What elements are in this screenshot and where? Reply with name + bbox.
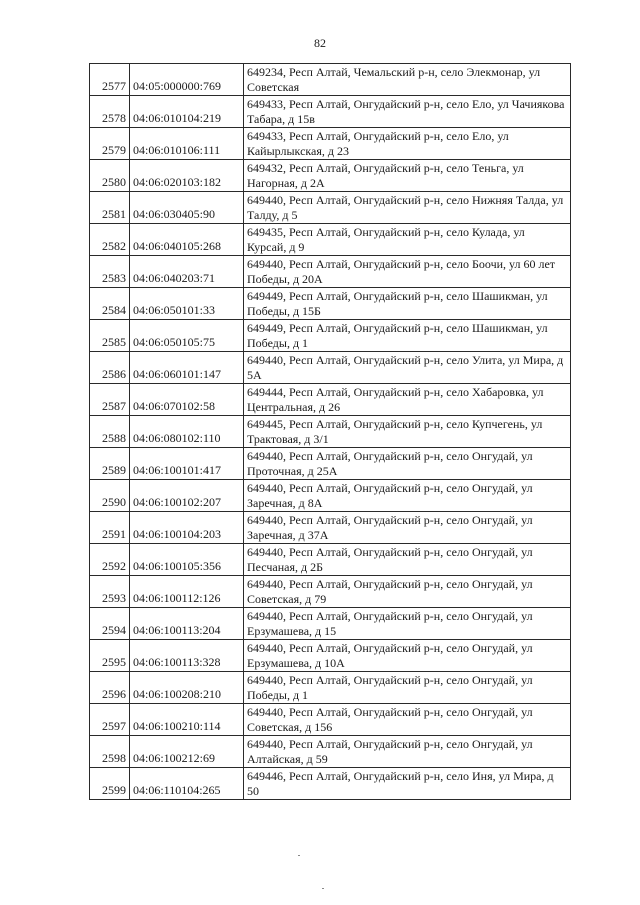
row-number: 2579 — [90, 128, 130, 160]
cadastral-number: 04:06:100113:328 — [130, 640, 244, 672]
property-registry-table — [89, 63, 571, 800]
cadastral-number: 04:06:040105:268 — [130, 224, 244, 256]
row-number: 2583 — [90, 256, 130, 288]
row-number: 2599 — [90, 768, 130, 800]
address-cell: 649440, Респ Алтай, Онгудайский р-н, село Онгудай, ул Ерзумашева, д 10А — [244, 640, 571, 672]
row-number: 2595 — [90, 640, 130, 672]
cadastral-number: 04:05:000000:769 — [130, 64, 244, 96]
table-row — [90, 128, 571, 160]
address-cell: 649440, Респ Алтай, Онгудайский р-н, село Онгудай, ул Победы, д 1 — [244, 672, 571, 704]
row-number: 2578 — [90, 96, 130, 128]
address-cell: 649449, Респ Алтай, Онгудайский р-н, село Шашикман, ул Победы, д 1 — [244, 320, 571, 352]
table-body — [90, 64, 571, 800]
cadastral-number: 04:06:100101:417 — [130, 448, 244, 480]
address-cell: 649440, Респ Алтай, Онгудайский р-н, село Онгудай, ул Ерзумашева, д 15 — [244, 608, 571, 640]
address-cell: 649440, Респ Алтай, Онгудайский р-н, село Онгудай, ул Заречная, д 37А — [244, 512, 571, 544]
cadastral-number: 04:06:040203:71 — [130, 256, 244, 288]
cadastral-number: 04:06:100210:114 — [130, 704, 244, 736]
cadastral-number: 04:06:100102:207 — [130, 480, 244, 512]
row-number: 2582 — [90, 224, 130, 256]
row-number: 2577 — [90, 64, 130, 96]
address-cell: 649440, Респ Алтай, Онгудайский р-н, село Онгудай, ул Советская, д 156 — [244, 704, 571, 736]
cadastral-number: 04:06:030405:90 — [130, 192, 244, 224]
row-number: 2593 — [90, 576, 130, 608]
address-cell: 649435, Респ Алтай, Онгудайский р-н, село Кулада, ул Курсай, д 9 — [244, 224, 571, 256]
cadastral-number: 04:06:100105:356 — [130, 544, 244, 576]
table-row — [90, 544, 571, 576]
cadastral-number: 04:06:100112:126 — [130, 576, 244, 608]
address-cell: 649440, Респ Алтай, Онгудайский р-н, село Боочи, ул 60 лет Победы, д 20А — [244, 256, 571, 288]
address-cell: 649440, Респ Алтай, Онгудайский р-н, село Онгудай, ул Заречная, д 8А — [244, 480, 571, 512]
row-number: 2587 — [90, 384, 130, 416]
cadastral-number: 04:06:080102:110 — [130, 416, 244, 448]
address-cell: 649440, Респ Алтай, Онгудайский р-н, село Улита, ул Мира, д 5А — [244, 352, 571, 384]
table-row — [90, 416, 571, 448]
address-cell: 649440, Респ Алтай, Онгудайский р-н, село Онгудай, ул Песчаная, д 2Б — [244, 544, 571, 576]
table-row — [90, 448, 571, 480]
table-row — [90, 512, 571, 544]
address-cell: 649446, Респ Алтай, Онгудайский р-н, село Иня, ул Мира, д 50 — [244, 768, 571, 800]
table-row — [90, 96, 571, 128]
table-row — [90, 288, 571, 320]
table-row — [90, 160, 571, 192]
row-number: 2592 — [90, 544, 130, 576]
row-number: 2590 — [90, 480, 130, 512]
cadastral-number: 04:06:050105:75 — [130, 320, 244, 352]
address-cell: 649440, Респ Алтай, Онгудайский р-н, село Нижняя Талда, ул Талду, д 5 — [244, 192, 571, 224]
address-cell: 649445, Респ Алтай, Онгудайский р-н, село Купчегень, ул Трактовая, д 3/1 — [244, 416, 571, 448]
table-row — [90, 768, 571, 800]
table-row — [90, 736, 571, 768]
address-cell: 649432, Респ Алтай, Онгудайский р-н, село Теньга, ул Нагорная, д 2А — [244, 160, 571, 192]
address-cell: 649433, Респ Алтай, Онгудайский р-н, село Ело, ул Кайырлыкская, д 23 — [244, 128, 571, 160]
cadastral-number: 04:06:100208:210 — [130, 672, 244, 704]
table-row — [90, 576, 571, 608]
scan-speck — [322, 888, 324, 889]
address-cell: 649234, Респ Алтай, Чемальский р-н, село Элекмонар, ул Советская — [244, 64, 571, 96]
row-number: 2580 — [90, 160, 130, 192]
cadastral-number: 04:06:060101:147 — [130, 352, 244, 384]
address-cell: 649440, Респ Алтай, Онгудайский р-н, село Онгудай, ул Алтайская, д 59 — [244, 736, 571, 768]
row-number: 2596 — [90, 672, 130, 704]
row-number: 2586 — [90, 352, 130, 384]
row-number: 2585 — [90, 320, 130, 352]
table-row — [90, 608, 571, 640]
table-row — [90, 480, 571, 512]
row-number: 2594 — [90, 608, 130, 640]
row-number: 2588 — [90, 416, 130, 448]
row-number: 2584 — [90, 288, 130, 320]
row-number: 2598 — [90, 736, 130, 768]
table-row — [90, 672, 571, 704]
address-cell: 649444, Респ Алтай, Онгудайский р-н, село Хабаровка, ул Центральная, д 26 — [244, 384, 571, 416]
table-row — [90, 640, 571, 672]
cadastral-number: 04:06:100113:204 — [130, 608, 244, 640]
cadastral-number: 04:06:050101:33 — [130, 288, 244, 320]
table-row — [90, 224, 571, 256]
cadastral-number: 04:06:010106:111 — [130, 128, 244, 160]
cadastral-number: 04:06:100104:203 — [130, 512, 244, 544]
address-cell: 649440, Респ Алтай, Онгудайский р-н, село Онгудай, ул Проточная, д 25А — [244, 448, 571, 480]
table-row — [90, 352, 571, 384]
cadastral-number: 04:06:020103:182 — [130, 160, 244, 192]
row-number: 2591 — [90, 512, 130, 544]
table-row — [90, 384, 571, 416]
cadastral-number: 04:06:010104:219 — [130, 96, 244, 128]
table-row — [90, 320, 571, 352]
cadastral-number: 04:06:100212:69 — [130, 736, 244, 768]
table-row — [90, 64, 571, 96]
cadastral-number: 04:06:110104:265 — [130, 768, 244, 800]
address-cell: 649433, Респ Алтай, Онгудайский р-н, село Ело, ул Чачиякова Табара, д 15в — [244, 96, 571, 128]
row-number: 2589 — [90, 448, 130, 480]
table-row — [90, 192, 571, 224]
table-row — [90, 256, 571, 288]
cadastral-number: 04:06:070102:58 — [130, 384, 244, 416]
scan-speck — [298, 855, 300, 856]
row-number: 2597 — [90, 704, 130, 736]
table-row — [90, 704, 571, 736]
address-cell: 649449, Респ Алтай, Онгудайский р-н, село Шашикман, ул Победы, д 15Б — [244, 288, 571, 320]
address-cell: 649440, Респ Алтай, Онгудайский р-н, село Онгудай, ул Советская, д 79 — [244, 576, 571, 608]
row-number: 2581 — [90, 192, 130, 224]
page-number: 82 — [314, 36, 326, 50]
